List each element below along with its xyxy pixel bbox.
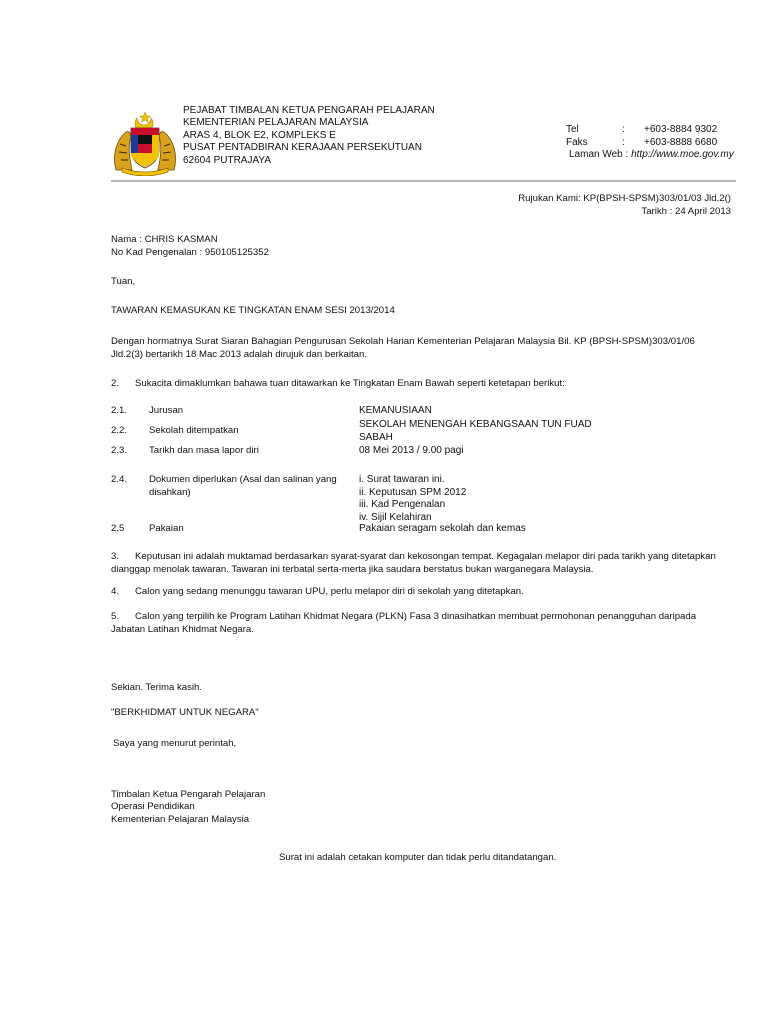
- item-value: KEMANUSIAAN: [359, 405, 432, 416]
- letter-subject: TAWARAN KEMASUKAN KE TINGKATAN ENAM SESI 2013/2014: [111, 305, 395, 316]
- reference-rujukan: Rujukan Kami: KP(BPSH-SPSM)303/01/03 Jld.2(): [518, 193, 731, 204]
- signatory-block: [111, 789, 265, 826]
- reference-tarikh: Tarikh : 24 April 2013: [641, 205, 731, 217]
- web-label: Laman Web :: [569, 149, 629, 161]
- faks-label: Faks: [566, 136, 588, 148]
- closing-sekian: Sekian. Terima kasih.: [111, 682, 203, 693]
- recipient-name: Nama : CHRIS KASMAN: [111, 234, 218, 245]
- letterhead-line: PUSAT PENTADBIRAN KERAJAAN PERSEKUTUAN: [183, 142, 422, 154]
- item-value: iv. Sijil Kelahiran: [359, 511, 432, 523]
- contact-block: [566, 124, 734, 162]
- letterhead-line: 62604 PUTRAJAYA: [183, 154, 272, 166]
- salutation: Tuan,: [111, 276, 136, 287]
- item-label: Sekolah ditempatkan: [149, 425, 239, 436]
- reference-block: [518, 193, 731, 218]
- paragraph-1: Dengan hormatnya Surat Siaran Bahagian Pengurusan Sekolah Harian Kementerian Pelajaran Malaysia Bil. KP (BPSH-SPSM)303/01/06 Jld.2(3) bertarikh 18 Mac 2013 adalah dirujuk dan berkaitan.: [111, 336, 695, 360]
- letterhead-line: ARAS 4, BLOK E2, KOMPLEKS E: [183, 129, 336, 141]
- item-value: 08 Mei 2013 / 9.00 pagi: [359, 445, 464, 456]
- item-number: 2.5: [111, 523, 125, 534]
- item-value: SEKOLAH MENENGAH KEBANGSAAN TUN FUAD: [359, 419, 592, 430]
- paragraph-3: 3. Keputusan ini adalah muktamad berdasarkan syarat-syarat dan kekosongan tempat. Kegagalan melapor diri pada tarikh yang ditetapkan dianggap menolak tawaran. Tawaran ini terbatal serta-merta jika saudara berstatus bukan warganegara Malaysia.: [111, 551, 719, 575]
- item-label: Jurusan: [149, 405, 184, 416]
- item-value: iii. Kad Pengenalan: [359, 499, 446, 510]
- web-link[interactable]: http://www.moe.gov.my: [631, 149, 734, 161]
- closing-saya: Saya yang menurut perintah,: [113, 738, 237, 749]
- recipient-ic: No Kad Pengenalan : 950105125352: [111, 246, 269, 258]
- letterhead-line: PEJABAT TIMBALAN KETUA PENGARAH PELAJARAN: [183, 105, 435, 116]
- signatory-line: Kementerian Pelajaran Malaysia: [111, 813, 250, 825]
- item-number: 2.2.: [111, 425, 128, 436]
- paragraph-5: 5. Calon yang terpilih ke Program Latihan Khidmat Negara (PLKN) Fasa 3 dinasihatkan membuat permohonan penangguhan daripada Jabatan Latihan Khidmat Negara.: [111, 611, 699, 635]
- letterhead-address: [183, 105, 435, 167]
- item-value: Pakaian seragam sekolah dan kemas: [359, 523, 526, 534]
- item-label: Tarikh dan masa lapor diri: [149, 445, 259, 456]
- web-row: [566, 149, 734, 162]
- signatory-line: Timbalan Ketua Pengarah Pelajaran: [111, 789, 266, 800]
- tel-row: [566, 124, 734, 137]
- footer-note: Surat ini adalah cetakan komputer dan tidak perlu ditandatangan.: [279, 852, 557, 863]
- recipient-block: [111, 234, 269, 259]
- tel-label: Tel: [566, 124, 579, 135]
- paragraph-2: 2. Sukacita dimaklumkan bahawa tuan ditawarkan ke Tingkatan Enam Bawah seperti ketetapan berikut:: [111, 378, 565, 389]
- faks-colon: :: [622, 136, 625, 148]
- item-number: 2.1.: [111, 405, 128, 416]
- paragraph-4: 4. Calon yang sedang menunggu tawaran UPU, perlu melapor diri di sekolah yang ditetapkan.: [111, 586, 524, 597]
- faks-row: [566, 137, 734, 150]
- coat-of-arms-logo: [110, 110, 180, 176]
- item-label: Pakaian: [149, 523, 184, 534]
- signatory-line: Operasi Pendidikan: [111, 801, 195, 813]
- item-value: SABAH: [359, 431, 393, 443]
- faks-value: +603-8888 6680: [644, 136, 718, 148]
- header-divider: [111, 180, 736, 182]
- item-label: disahkan): [149, 486, 191, 498]
- closing-motto: "BERKHIDMAT UNTUK NEGARA": [111, 707, 259, 718]
- tel-colon: :: [622, 124, 625, 135]
- tel-value: +603-8884 9302: [644, 124, 718, 135]
- item-number: 2.4.: [111, 474, 128, 485]
- item-value: ii. Keputusan SPM 2012: [359, 486, 467, 498]
- item-value: i. Surat tawaran ini.: [359, 474, 445, 485]
- item-number: 2.3.: [111, 445, 128, 456]
- letterhead-line: KEMENTERIAN PELAJARAN MALAYSIA: [183, 117, 369, 129]
- item-label: Dokumen diperlukan (Asal dan salinan yang: [149, 474, 337, 485]
